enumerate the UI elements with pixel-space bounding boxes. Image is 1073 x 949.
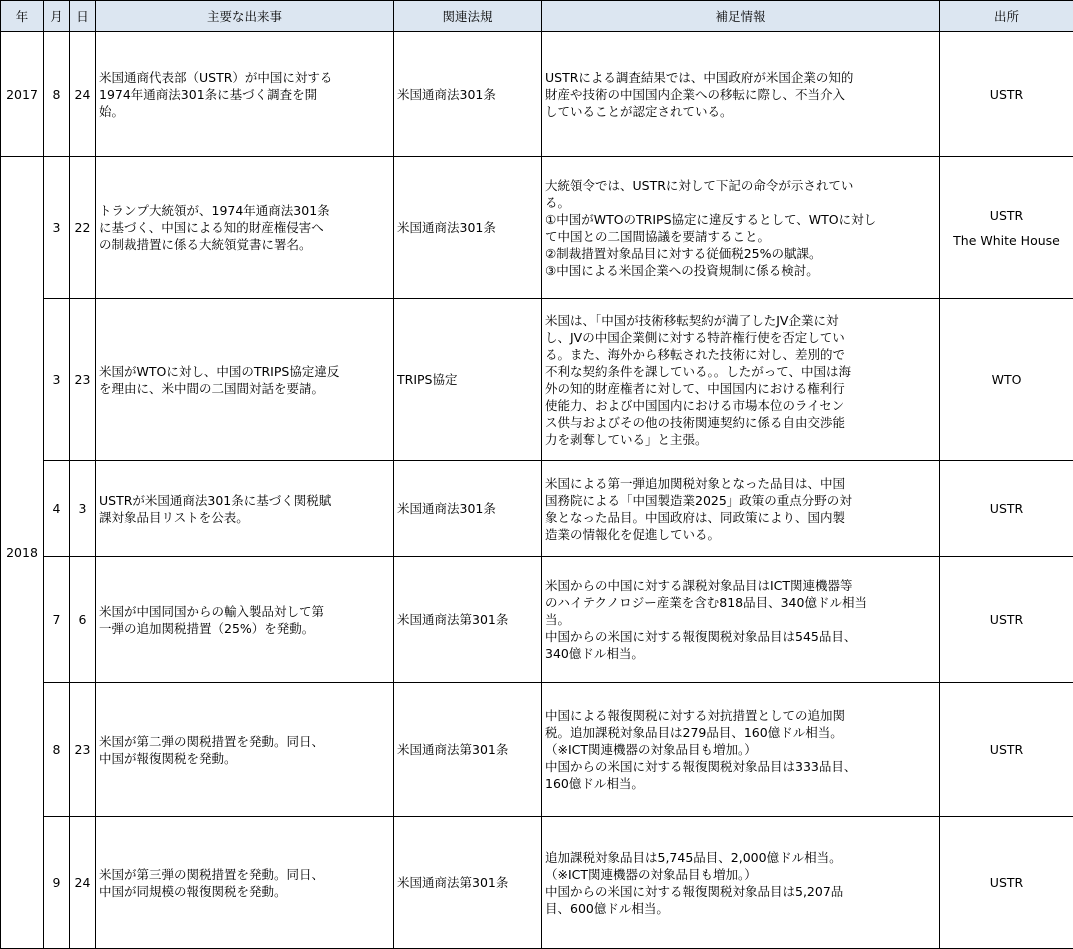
day-cell: 6 [70, 557, 96, 683]
notes-line: 象となった品目。中国政府は、同政策により、国内製 [545, 509, 936, 526]
notes-line: 造業の情報化を促進している。 [545, 526, 936, 543]
month-cell: 7 [44, 557, 70, 683]
notes-line: 国務院による「中国製造業2025」政策の重点分野の対 [545, 492, 936, 509]
law-cell: 米国通商法301条 [394, 157, 542, 299]
day-cell: 3 [70, 461, 96, 557]
year-cell: 2017 [1, 32, 44, 157]
table-row [1, 157, 1073, 299]
notes-line: 財産や技術の中国国内企業への移転に際し、不当介入 [545, 86, 936, 103]
month-cell: 3 [44, 157, 70, 299]
header-year: 年 [1, 1, 44, 32]
header-day: 日 [70, 1, 96, 32]
month-cell: 4 [44, 461, 70, 557]
source-label: USTR [943, 741, 1070, 758]
notes-cell [542, 817, 940, 949]
event-line: 米国が第三弾の関税措置を発動。同日、 [99, 866, 390, 883]
table-row [1, 32, 1073, 157]
day-cell: 24 [70, 817, 96, 949]
month-cell: 8 [44, 683, 70, 817]
notes-line: 中国からの米国に対する報復関税対象品目は545品目、 [545, 628, 936, 645]
event-line: トランプ大統領が、1974年通商法301条 [99, 202, 390, 219]
notes-line: （※ICT関連機器の対象品目も増加。） [545, 741, 936, 758]
day-cell: 23 [70, 299, 96, 461]
law-cell: 米国通商法第301条 [394, 817, 542, 949]
notes-line: 大統領令では、USTRに対して下記の命令が示されてい [545, 177, 936, 194]
notes-line: 使能力、および中国国内における市場本位のライセン [545, 397, 936, 414]
source-label: WTO [943, 371, 1070, 388]
notes-line: て中国との二国間協議を要請すること。 [545, 228, 936, 245]
notes-cell [542, 557, 940, 683]
day-cell: 22 [70, 157, 96, 299]
event-line: 始。 [99, 103, 390, 120]
notes-line: 税。追加課税対象品目は279品目、160億ドル相当。 [545, 724, 936, 741]
event-line: 中国が同規模の報復関税を発動。 [99, 883, 390, 900]
notes-line: 340億ドル相当。 [545, 645, 936, 662]
event-line: 米国が第二弾の関税措置を発動。同日、 [99, 733, 390, 750]
table-body [1, 32, 1073, 949]
source-label: USTR [943, 500, 1070, 517]
month-cell: 9 [44, 817, 70, 949]
source-label: The White House [943, 232, 1070, 249]
table-row [1, 557, 1073, 683]
notes-line: 中国からの米国に対する報復関税対象品目は333品目、 [545, 758, 936, 775]
source-cell [940, 461, 1073, 557]
year-cell: 2018 [1, 157, 44, 949]
notes-line: 米国による第一弾追加関税対象となった品目は、中国 [545, 475, 936, 492]
law-cell: 米国通商法第301条 [394, 557, 542, 683]
table-row [1, 817, 1073, 949]
event-cell [96, 157, 394, 299]
table-row [1, 683, 1073, 817]
notes-line: ①中国がWTOのTRIPS協定に違反するとして、WTOに対し [545, 211, 936, 228]
notes-line: し、JVの中国企業側に対する特許権行使を否定してい [545, 329, 936, 346]
notes-cell [542, 299, 940, 461]
source-cell [940, 557, 1073, 683]
event-cell [96, 32, 394, 157]
day-cell: 24 [70, 32, 96, 157]
event-line: 中国が報復関税を発動。 [99, 750, 390, 767]
law-cell: TRIPS協定 [394, 299, 542, 461]
notes-line: 追加課税対象品目は5,745品目、2,000億ドル相当。 [545, 849, 936, 866]
source-label: USTR [943, 874, 1070, 891]
event-line: 米国がWTOに対し、中国のTRIPS協定違反 [99, 363, 390, 380]
notes-line: 160億ドル相当。 [545, 775, 936, 792]
notes-cell [542, 461, 940, 557]
table-row [1, 461, 1073, 557]
event-line: に基づく、中国による知的財産権侵害へ [99, 219, 390, 236]
header-source: 出所 [940, 1, 1073, 32]
event-line: の制裁措置に係る大統領覚書に署名。 [99, 236, 390, 253]
notes-cell [542, 157, 940, 299]
month-cell: 8 [44, 32, 70, 157]
header-month: 月 [44, 1, 70, 32]
source-label: USTR [943, 611, 1070, 628]
notes-line: 中国による報復関税に対する対抗措置としての追加関 [545, 707, 936, 724]
event-cell [96, 299, 394, 461]
notes-line: 米国は、「中国が技術移転契約が満了したJV企業に対 [545, 312, 936, 329]
notes-line: ③中国による米国企業への投資規制に係る検討。 [545, 262, 936, 279]
table-row [1, 299, 1073, 461]
law-cell: 米国通商法第301条 [394, 683, 542, 817]
event-line: 課対象品目リストを公表。 [99, 509, 390, 526]
month-cell: 3 [44, 299, 70, 461]
event-cell [96, 817, 394, 949]
notes-line: る。また、海外から移転された技術に対し、差別的で [545, 346, 936, 363]
event-line: 米国が中国同国からの輸入製品対して第 [99, 603, 390, 620]
notes-line: 力を剥奪している」と主張。 [545, 431, 936, 448]
event-line: を理由に、米中間の二国間対話を要請。 [99, 380, 390, 397]
source-cell [940, 683, 1073, 817]
notes-line: 中国からの米国に対する報復関税対象品目は5,207品 [545, 883, 936, 900]
notes-line: （※ICT関連機器の対象品目も増加。） [545, 866, 936, 883]
notes-line: 不利な契約条件を課している。。したがって、中国は海 [545, 363, 936, 380]
source-label: USTR [943, 207, 1070, 224]
notes-line: のハイテクノロジー産業を含む818品目、340億ドル相当 [545, 594, 936, 611]
notes-line: していることが認定されている。 [545, 103, 936, 120]
day-cell: 23 [70, 683, 96, 817]
notes-line: USTRによる調査結果では、中国政府が米国企業の知的 [545, 69, 936, 86]
law-cell: 米国通商法301条 [394, 32, 542, 157]
notes-line: 当。 [545, 611, 936, 628]
header-notes: 補足情報 [542, 1, 940, 32]
source-label: USTR [943, 86, 1070, 103]
event-line: USTRが米国通商法301条に基づく関税賦 [99, 492, 390, 509]
notes-cell [542, 683, 940, 817]
source-cell [940, 817, 1073, 949]
source-cell [940, 299, 1073, 461]
notes-line: ②制裁措置対象品目に対する従価税25%の賦課。 [545, 245, 936, 262]
event-cell [96, 683, 394, 817]
notes-line: 外の知的財産権者に対して、中国国内における権利行 [545, 380, 936, 397]
notes-cell [542, 32, 940, 157]
notes-line: る。 [545, 194, 936, 211]
notes-line: 目、600億ドル相当。 [545, 900, 936, 917]
source-cell [940, 32, 1073, 157]
header-law: 関連法規 [394, 1, 542, 32]
event-cell [96, 461, 394, 557]
law-cell: 米国通商法301条 [394, 461, 542, 557]
event-line: 米国通商代表部（USTR）が中国に対する [99, 69, 390, 86]
event-cell [96, 557, 394, 683]
source-cell [940, 157, 1073, 299]
event-line: 1974年通商法301条に基づく調査を開 [99, 86, 390, 103]
header-event: 主要な出来事 [96, 1, 394, 32]
event-line: 一弾の追加関税措置（25%）を発動。 [99, 620, 390, 637]
header-row [1, 1, 1073, 32]
notes-line: 米国からの中国に対する課税対象品目はICT関連機器等 [545, 577, 936, 594]
notes-line: ス供与およびその他の技術関連契約に係る自由交渉能 [545, 414, 936, 431]
